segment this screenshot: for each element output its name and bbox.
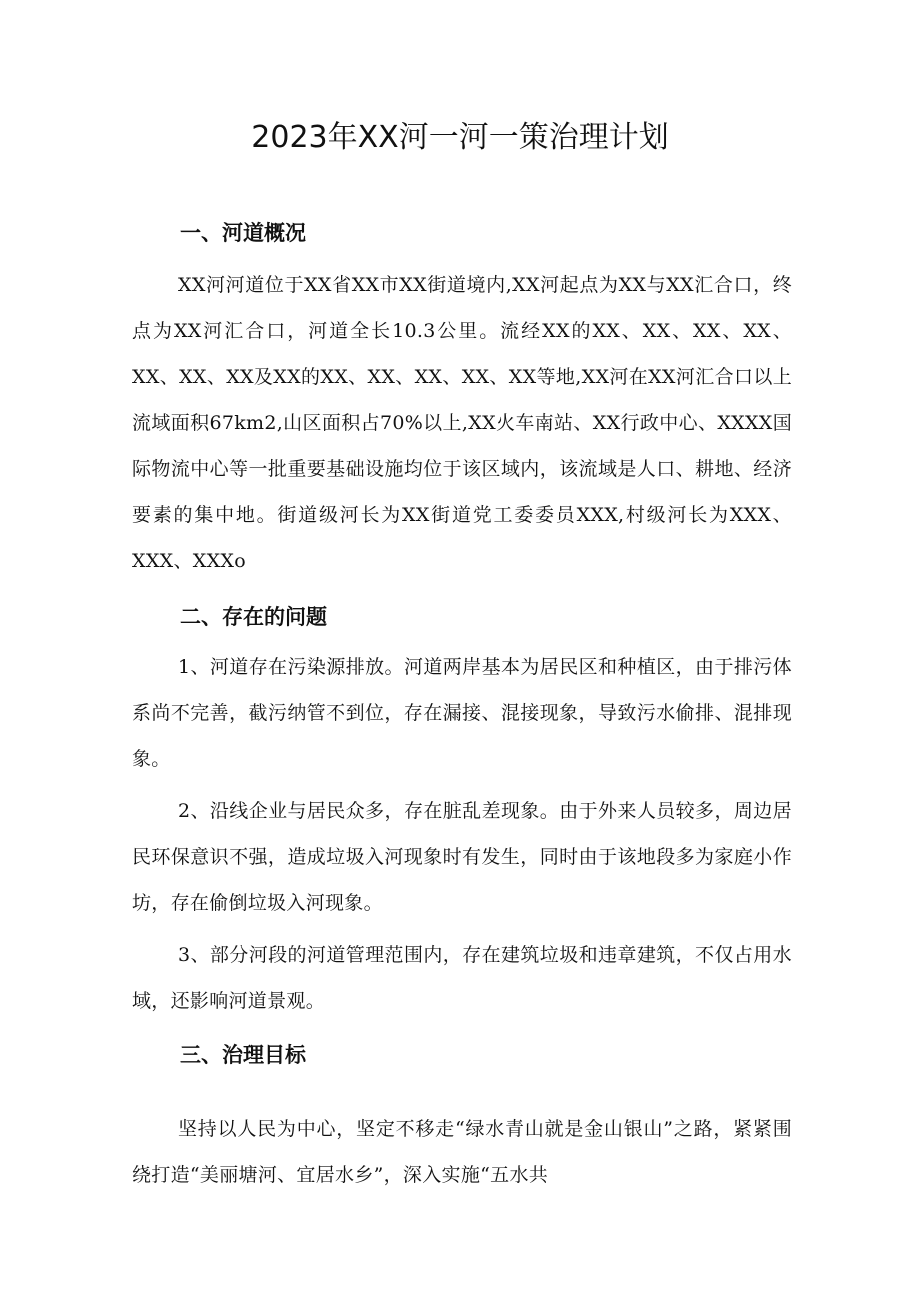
- document-title: 2023年XX河一河一策治理计划: [251, 120, 669, 155]
- problem-paragraph-3: 3、部分河段的河道管理范围内，存在建筑垃圾和违章建筑，不仅占用水域，还影响河道景观。: [132, 944, 792, 1012]
- section-overview-paragraph: XX河河道位于XX省XX市XX街道境内,XX河起点为XX与XX汇合口，终点为XX河汇合口，河道全长10.3公里。流经XX的XX、XX、XX、XX、XX、XX、XX及XX的XX、XX、XX、XX、XX等地,XX河在XX河汇合口以上流域面积67km2,山区面积占70%以上,XX火车南站、XX行政中心、XXXX国际物流中心等一批重要基础设施均位于该区域内，该流域是人口、耕地、经济要素的集中地。街道级河长为XX街道党工委委员XXX,村级河长为XXX、XXX、XXXo: [132, 274, 792, 572]
- problem-paragraph-2: 2、沿线企业与居民众多，存在脏乱差现象。由于外来人员较多，周边居民环保意识不强，造成垃圾入河现象时有发生，同时由于该地段多为家庭小作坊，存在偷倒垃圾入河现象。: [132, 800, 792, 914]
- problem-paragraph-1: 1、河道存在污染源排放。河道两岸基本为居民区和种植区，由于排污体系尚不完善，截污纳管不到位，存在漏接、混接现象，导致污水偷排、混排现象。: [132, 656, 792, 770]
- section-heading-overview: 一、河道概况: [180, 221, 306, 245]
- section-heading-goals: 三、治理目标: [180, 1043, 306, 1067]
- section-heading-problems: 二、存在的问题: [180, 605, 327, 629]
- goals-paragraph: 坚持以人民为中心，坚定不移走“绿水青山就是金山银山”之路，紧紧围绕打造“美丽塘河、宜居水乡”，深入实施“五水共: [132, 1118, 792, 1186]
